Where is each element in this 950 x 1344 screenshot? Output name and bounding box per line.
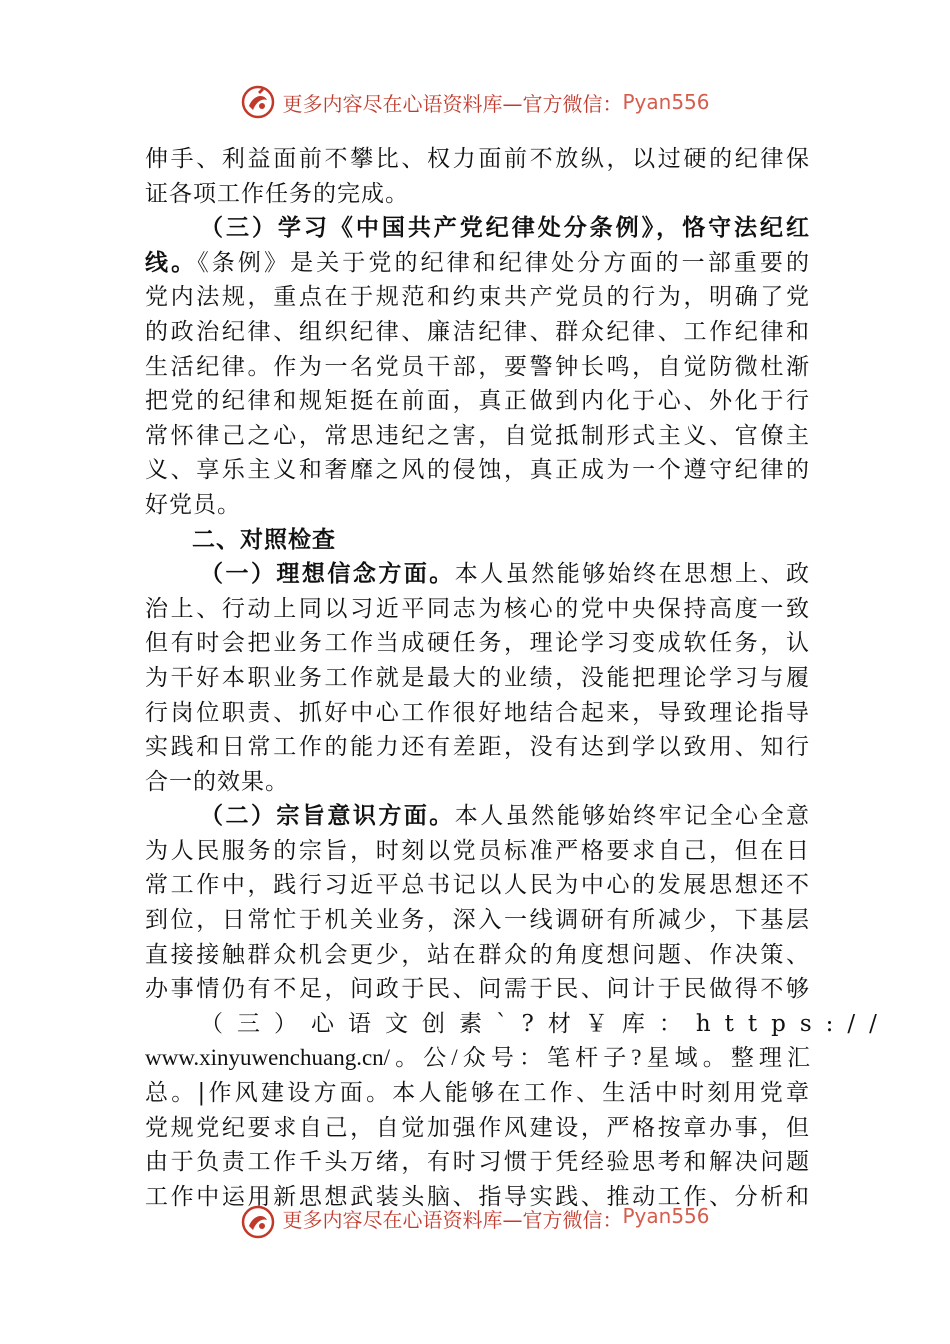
library-logo-icon: [240, 84, 276, 120]
text-line: 党内法规，重点在于规范和约束共产党员的行为，明确了党: [145, 284, 810, 311]
text-line: 好党员。: [145, 491, 241, 518]
text-line: （三）心语文创素`?材￥库：https://: [200, 1010, 891, 1037]
text-line: 常工作中，践行习近平总书记以人民为中心的发展思想还不: [145, 872, 810, 899]
text-line: 治上、行动上同以习近平同志为核心的党中央保持高度一致: [145, 595, 810, 622]
watermark-footer: [0, 1204, 950, 1232]
text-line: 党规党纪要求自己，自觉加强作风建设，严格按章办事，但: [145, 1114, 810, 1141]
text-line: （二）宗旨意识方面。本人虽然能够始终牢记全心全意: [200, 802, 811, 830]
text-line: 为干好本职业务工作就是最大的业绩，没能把理论学习与履: [145, 664, 810, 691]
text-line: （一）理想信念方面。本人虽然能够始终在思想上、政: [200, 560, 811, 588]
text-line: 证各项工作任务的完成。: [145, 180, 409, 207]
text-line: 把党的纪律和规矩挺在前面，真正做到内化于心、外化于行: [145, 388, 810, 415]
text-line: 义、享乐主义和奢靡之风的侵蚀，真正成为一个遵守纪律的: [145, 457, 810, 484]
text-line: www.xinyuwenchuang.cn/。公/众号：笔杆子?星域。整理汇: [145, 1045, 810, 1071]
text-line: 实践和日常工作的能力还有差距，没有达到学以致用、知行: [145, 734, 810, 761]
text-line: 由于负责工作千头万绪，有时习惯于凭经验思考和解决问题: [145, 1149, 810, 1176]
text-line: 行岗位职责、抓好中心工作很好地结合起来，导致理论指导: [145, 699, 810, 726]
watermark-text: 更多内容尽在心语资料库—官方微信：: [282, 1208, 623, 1232]
section-title-line: （三）学习《中国共产党纪律处分条例》，恪守法纪红: [200, 214, 810, 242]
text-line: 到位，日常忙于机关业务，深入一线调研有所减少，下基层: [145, 907, 810, 934]
watermark-wechat: Pyan556: [622, 90, 710, 114]
text-line: 总。|作风建设方面。本人能够在工作、生活中时刻用党章: [145, 1080, 810, 1107]
document-body: [145, 142, 891, 1214]
text-line: 为人民服务的宗旨，时刻以党员标准严格要求自己，但在日: [145, 837, 810, 864]
text-line: 办事情仍有不足，问政于民、问需于民、问计于民做得不够: [145, 976, 810, 1003]
text-line: 合一的效果。: [145, 768, 289, 795]
watermark-text: 更多内容尽在心语资料库—官方微信：: [282, 91, 623, 116]
text-line: 线。《条例》是关于党的纪律和纪律处分方面的一部重要的: [145, 248, 811, 276]
text-line: 常怀律己之心，常思违纪之害，自觉抵制形式主义、官僚主: [145, 422, 810, 449]
watermark-header: [0, 82, 950, 122]
text-line: 直接接触群众机会更少，站在群众的角度想问题、作决策、: [145, 941, 810, 968]
text-line: 但有时会把业务工作当成硬任务，理论学习变成软任务，认: [145, 630, 810, 657]
section-heading: 二、对照检查: [192, 526, 336, 553]
text-line: 工作中运用新思想武装头脑、指导实践、推动工作、分析和: [145, 1183, 810, 1210]
text-line: 伸手、利益面前不攀比、权力面前不放纵，以过硬的纪律保: [145, 146, 810, 172]
library-logo-icon: [240, 1204, 276, 1240]
text-line: 生活纪律。作为一名党员干部，要警钟长鸣，自觉防微杜渐: [145, 353, 810, 380]
watermark-wechat: Pyan556: [622, 1204, 710, 1228]
text-line: 的政治纪律、组织纪律、廉洁纪律、群众纪律、工作纪律和: [145, 318, 810, 345]
